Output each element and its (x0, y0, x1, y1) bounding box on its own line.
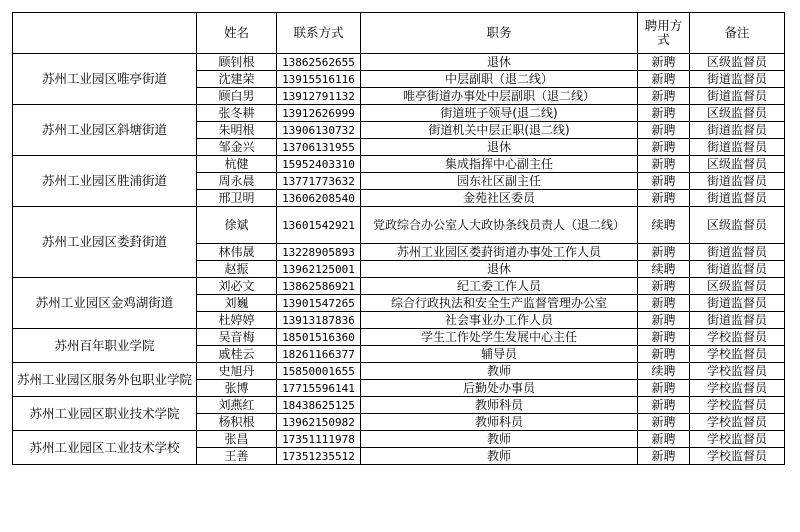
position-cell: 党政综合办公室人大政协条线员责人（退二线） (361, 207, 638, 244)
name-cell: 刘必文 (197, 278, 277, 295)
position-cell: 教师科员 (361, 397, 638, 414)
hire-type-cell: 新聘 (638, 156, 690, 173)
hire-type-cell: 新聘 (638, 71, 690, 88)
unit-cell: 苏州工业园区胜浦街道 (13, 156, 197, 207)
hire-type-cell: 新聘 (638, 380, 690, 397)
note-cell: 区级监督员 (690, 278, 785, 295)
unit-cell: 苏州工业园区工业技术学校 (13, 431, 197, 465)
unit-cell: 苏州百年职业学院 (13, 329, 197, 363)
hire-type-cell: 新聘 (638, 414, 690, 431)
name-cell: 顾钊根 (197, 54, 277, 71)
position-cell: 唯亭街道办事处中层副职（退二线） (361, 88, 638, 105)
phone-cell: 18501516360 (277, 329, 361, 346)
phone-cell: 15850001655 (277, 363, 361, 380)
name-cell: 刘巍 (197, 295, 277, 312)
position-cell: 退休 (361, 139, 638, 156)
phone-cell: 13912626999 (277, 105, 361, 122)
phone-cell: 13906130732 (277, 122, 361, 139)
phone-cell: 13862586921 (277, 278, 361, 295)
name-cell: 邢卫明 (197, 190, 277, 207)
header-unit (13, 13, 197, 54)
unit-cell: 苏州工业园区斜塘街道 (13, 105, 197, 156)
name-cell: 张昌 (197, 431, 277, 448)
name-cell: 邹金兴 (197, 139, 277, 156)
hire-type-cell: 新聘 (638, 139, 690, 156)
hire-type-cell: 新聘 (638, 54, 690, 71)
note-cell: 学校监督员 (690, 363, 785, 380)
unit-cell: 苏州工业园区职业技术学院 (13, 397, 197, 431)
hire-type-cell: 新聘 (638, 431, 690, 448)
phone-cell: 13962125001 (277, 261, 361, 278)
hire-type-cell: 续聘 (638, 363, 690, 380)
note-cell: 学校监督员 (690, 397, 785, 414)
position-cell: 教师 (361, 363, 638, 380)
note-cell: 街道监督员 (690, 88, 785, 105)
position-cell: 园东社区副主任 (361, 173, 638, 190)
position-cell: 中层副职（退二线） (361, 71, 638, 88)
hire-type-cell: 新聘 (638, 88, 690, 105)
name-cell: 戚桂云 (197, 346, 277, 363)
phone-cell: 13962150982 (277, 414, 361, 431)
header-hire: 聘用方式 (638, 13, 690, 54)
unit-cell: 苏州工业园区唯亭街道 (13, 54, 197, 105)
note-cell: 区级监督员 (690, 54, 785, 71)
note-cell: 区级监督员 (690, 105, 785, 122)
hire-type-cell: 续聘 (638, 207, 690, 244)
note-cell: 街道监督员 (690, 244, 785, 261)
name-cell: 徐斌 (197, 207, 277, 244)
name-cell: 史旭丹 (197, 363, 277, 380)
table-row (13, 278, 785, 295)
hire-type-cell: 新聘 (638, 397, 690, 414)
hire-type-cell: 新聘 (638, 105, 690, 122)
name-cell: 沈建荣 (197, 71, 277, 88)
name-cell: 杨积根 (197, 414, 277, 431)
hire-type-cell: 新聘 (638, 329, 690, 346)
position-cell: 学生工作处学生发展中心主任 (361, 329, 638, 346)
note-cell: 街道监督员 (690, 122, 785, 139)
note-cell: 街道监督员 (690, 173, 785, 190)
table-body (13, 54, 785, 465)
note-cell: 学校监督员 (690, 380, 785, 397)
hire-type-cell: 新聘 (638, 244, 690, 261)
hire-type-cell: 续聘 (638, 261, 690, 278)
position-cell: 社会事业办工作人员 (361, 312, 638, 329)
name-cell: 吴音梅 (197, 329, 277, 346)
position-cell: 金苑社区委员 (361, 190, 638, 207)
phone-cell: 13228905893 (277, 244, 361, 261)
name-cell: 王善 (197, 448, 277, 465)
table-row (13, 156, 785, 173)
note-cell: 学校监督员 (690, 414, 785, 431)
name-cell: 朱明根 (197, 122, 277, 139)
hire-type-cell: 新聘 (638, 295, 690, 312)
phone-cell: 13771773632 (277, 173, 361, 190)
phone-cell: 13913187836 (277, 312, 361, 329)
phone-cell: 17715596141 (277, 380, 361, 397)
phone-cell: 13912791132 (277, 88, 361, 105)
hire-type-cell: 新聘 (638, 173, 690, 190)
header-name: 姓名 (197, 13, 277, 54)
phone-cell: 17351235512 (277, 448, 361, 465)
position-cell: 街道班子领导(退二线) (361, 105, 638, 122)
position-cell: 集成指挥中心副主任 (361, 156, 638, 173)
hire-type-cell: 新聘 (638, 122, 690, 139)
position-cell: 街道机关中层正职(退二线) (361, 122, 638, 139)
table-row (13, 329, 785, 346)
header-position: 职务 (361, 13, 638, 54)
position-cell: 苏州工业园区娄葑街道办事处工作人员 (361, 244, 638, 261)
note-cell: 区级监督员 (690, 207, 785, 244)
unit-cell: 苏州工业园区娄葑街道 (13, 207, 197, 278)
position-cell: 辅导员 (361, 346, 638, 363)
phone-cell: 13706131955 (277, 139, 361, 156)
phone-cell: 13862562655 (277, 54, 361, 71)
hire-type-cell: 新聘 (638, 190, 690, 207)
position-cell: 后勤处办事员 (361, 380, 638, 397)
note-cell: 街道监督员 (690, 190, 785, 207)
header-phone: 联系方式 (277, 13, 361, 54)
name-cell: 周永晨 (197, 173, 277, 190)
phone-cell: 13606208540 (277, 190, 361, 207)
name-cell: 赵振 (197, 261, 277, 278)
position-cell: 退休 (361, 261, 638, 278)
phone-cell: 18438625125 (277, 397, 361, 414)
supervisor-table (12, 12, 785, 465)
phone-cell: 15952403310 (277, 156, 361, 173)
phone-cell: 17351111978 (277, 431, 361, 448)
table-row (13, 105, 785, 122)
position-cell: 综合行政执法和安全生产监督管理办公室 (361, 295, 638, 312)
note-cell: 街道监督员 (690, 139, 785, 156)
table-row (13, 431, 785, 448)
header-row (13, 13, 785, 54)
position-cell: 教师 (361, 448, 638, 465)
name-cell: 林伟晟 (197, 244, 277, 261)
note-cell: 学校监督员 (690, 346, 785, 363)
table-row (13, 397, 785, 414)
table-row (13, 363, 785, 380)
phone-cell: 13915516116 (277, 71, 361, 88)
unit-cell: 苏州工业园区金鸡湖街道 (13, 278, 197, 329)
phone-cell: 13901547265 (277, 295, 361, 312)
header-note: 备注 (690, 13, 785, 54)
note-cell: 区级监督员 (690, 156, 785, 173)
name-cell: 顾白男 (197, 88, 277, 105)
unit-cell: 苏州工业园区服务外包职业学院 (13, 363, 197, 397)
phone-cell: 18261166377 (277, 346, 361, 363)
position-cell: 纪工委工作人员 (361, 278, 638, 295)
position-cell: 教师科员 (361, 414, 638, 431)
hire-type-cell: 新聘 (638, 346, 690, 363)
phone-cell: 13601542921 (277, 207, 361, 244)
note-cell: 街道监督员 (690, 295, 785, 312)
table-row (13, 54, 785, 71)
note-cell: 街道监督员 (690, 312, 785, 329)
hire-type-cell: 新聘 (638, 278, 690, 295)
name-cell: 刘燕红 (197, 397, 277, 414)
name-cell: 杭健 (197, 156, 277, 173)
position-cell: 退休 (361, 54, 638, 71)
name-cell: 张博 (197, 380, 277, 397)
name-cell: 张冬耕 (197, 105, 277, 122)
position-cell: 教师 (361, 431, 638, 448)
note-cell: 学校监督员 (690, 329, 785, 346)
hire-type-cell: 新聘 (638, 312, 690, 329)
table-row (13, 207, 785, 244)
name-cell: 杜婷婷 (197, 312, 277, 329)
hire-type-cell: 新聘 (638, 448, 690, 465)
note-cell: 街道监督员 (690, 71, 785, 88)
note-cell: 学校监督员 (690, 448, 785, 465)
note-cell: 街道监督员 (690, 261, 785, 278)
note-cell: 学校监督员 (690, 431, 785, 448)
